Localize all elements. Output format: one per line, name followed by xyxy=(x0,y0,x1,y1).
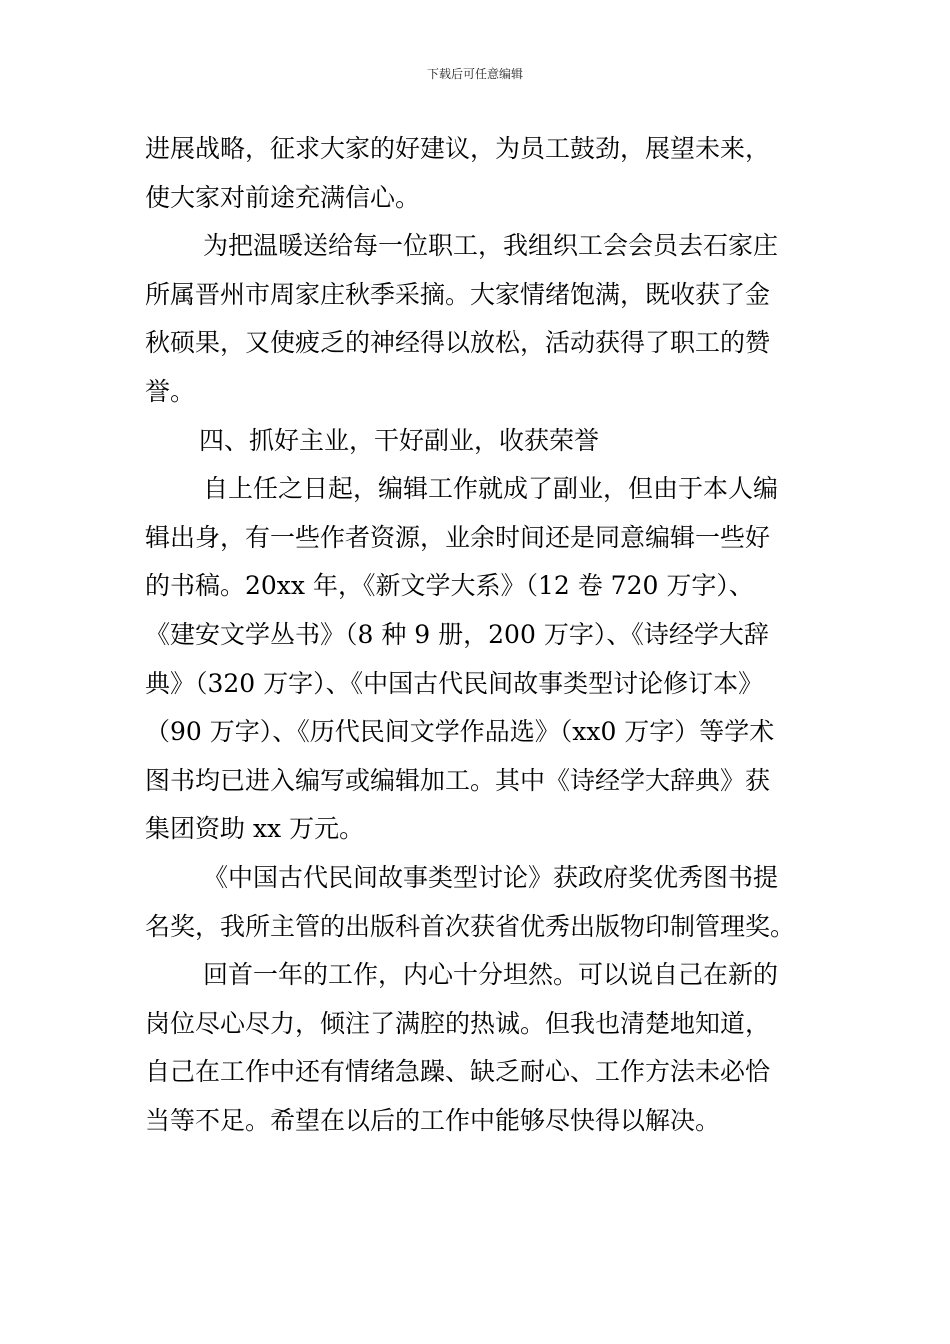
text-line: 岗位尽心尽力，倾注了满腔的热诚。但我也清楚地知道， xyxy=(145,1008,771,1038)
text-line: 典》（320 万字）、《中国古代民间故事类型讨论修订本》 xyxy=(145,668,764,698)
text-line: 《建安文学丛书》（8 种 9 册，200 万字）、《诗经学大辞 xyxy=(145,619,769,649)
text-line: 秋硕果，又使疲乏的神经得以放松，活动获得了职工的赞 xyxy=(145,328,771,358)
document-body xyxy=(145,125,807,1145)
text-line: 辑出身，有一些作者资源，业余时间还是同意编辑一些好 xyxy=(145,522,771,552)
text-line: 名奖，我所主管的出版科首次获省优秀出版物印制管理奖。 xyxy=(145,911,796,941)
text-line: 誉。 xyxy=(145,376,196,406)
text-line: 图书均已进入编写或编辑加工。其中《诗经学大辞典》获 xyxy=(145,765,771,795)
text-line: 的书稿。20xx 年，《新文学大系》（12 卷 720 万字）、 xyxy=(145,571,754,601)
section-heading: 四、抓好主业，干好副业，收获荣誉 xyxy=(199,425,600,455)
paragraph-first-line: 回首一年的工作，内心十分坦然。可以说自己在新的 xyxy=(203,960,779,990)
paragraph-first-line: 《中国古代民间故事类型讨论》获政府奖优秀图书提 xyxy=(203,862,779,892)
text-line: 进展战略，征求大家的好建议，为员工鼓劲，展望未来， xyxy=(145,134,771,163)
text-line: （90 万字）、《历代民间文学作品选》（xx0 万字）等学术 xyxy=(145,717,775,747)
text-line: 所属晋州市周家庄秋季采摘。大家情绪饱满，既收获了金 xyxy=(145,279,771,309)
text-line: 自己在工作中还有情绪急躁、缺乏耐心、工作方法未必恰 xyxy=(145,1057,771,1087)
text-line: 使大家对前途充满信心。 xyxy=(145,182,421,212)
paragraph-first-line: 自上任之日起，编辑工作就成了副业，但由于本人编 xyxy=(203,474,779,504)
text-line: 集团资助 xx 万元。 xyxy=(145,814,365,844)
page-header: 下载后可任意编辑 xyxy=(426,67,523,81)
text-line: 当等不足。希望在以后的工作中能够尽快得以解决。 xyxy=(145,1105,721,1135)
paragraph-first-line: 为把温暖送给每一位职工，我组织工会会员去石家庄 xyxy=(203,231,779,261)
